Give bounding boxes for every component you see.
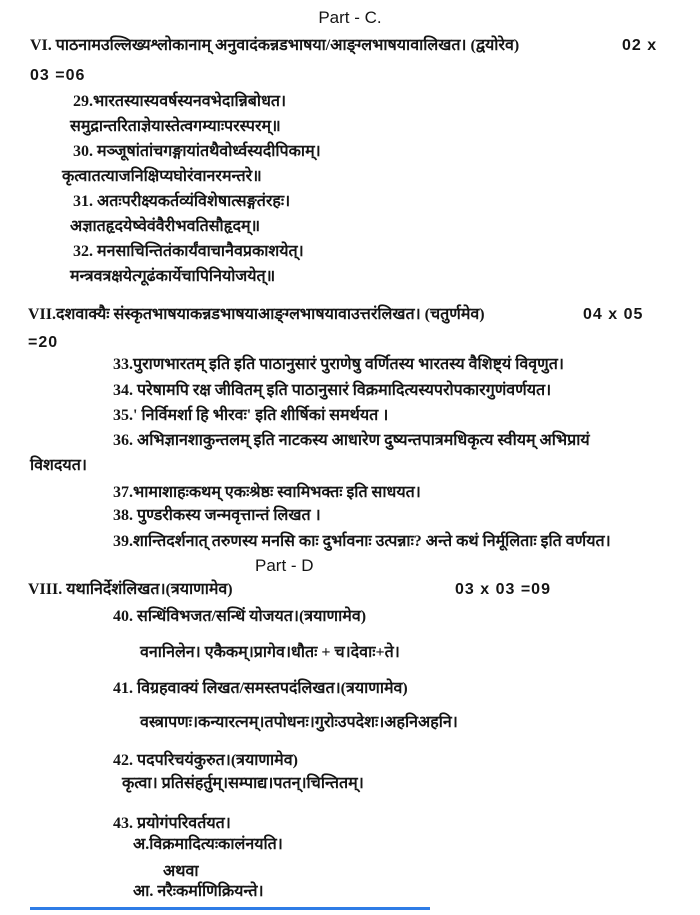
question-31-line1: 31. अतःपरीक्ष्यकर्तव्यंविशेषात्सङ्गतंरहः। bbox=[73, 193, 291, 210]
question-29-line2: समुद्रान्तरिताज्ञेयास्तेत्वगम्याःपरस्परम्॥ bbox=[70, 118, 281, 135]
question-32-line2: मन्त्रवत्रक्षयेत्गूढंकार्येचापिनियोजयेत्॥ bbox=[70, 268, 276, 285]
question-32-line1: 32. मनसाचिन्तितंकार्यंवाचानैवप्रकाशयेत्। bbox=[73, 243, 304, 260]
question-40-items: वनानिलेन। एकैकम्।प्रागेव।धौतः + च।देवाः+ते। bbox=[140, 644, 400, 661]
question-31-line2: अज्ञातहृदयेष्वेवंवैरीभवतिसौहृदम्॥ bbox=[70, 218, 261, 235]
question-41-items: वस्त्रापणः।कन्यारत्नम्।तपोधनः।गुरोःउपदेशः।अहनिअहनि। bbox=[140, 714, 458, 731]
section-viii-header: VIII. यथानिर्देशंलिखत।(त्रयाणामेव) bbox=[28, 581, 233, 598]
question-40-title: 40. सन्धिंविभजत/सन्धिं योजयत।(त्रयाणामेव) bbox=[113, 608, 367, 625]
question-42-items: कृत्वा। प्रतिसंहर्तुम्।सम्पाद्य।पतन्।चिन्तितम्। bbox=[122, 775, 364, 792]
section-vii-header: VII.दशवाक्यैः संस्कृतभाषयाकन्नडभाषयाआङ्ग्लभाषयावाउत्तरंलिखत। (चतुर्णमेव) bbox=[28, 306, 485, 323]
part-c-title: Part - C. bbox=[318, 8, 382, 27]
section-vii-marks-carryover: =20 bbox=[28, 334, 59, 351]
question-39: 39.शान्तिदर्शनात् तरुणस्य मनसि काः दुर्भावनाः उत्पन्नाः? अन्ते कथं निर्मूलिताः इति वर्णयत। bbox=[113, 533, 611, 550]
question-38: 38. पुण्डरीकस्य जन्मवृत्तान्तं लिखत । bbox=[113, 507, 321, 524]
question-43-option-a: अ.विक्रमादित्यःकालंनयति। bbox=[133, 836, 283, 853]
part-d-title: Part - D bbox=[255, 556, 314, 575]
section-vii-marks: 04 x 05 bbox=[583, 306, 644, 323]
question-42-title: 42. पदपरिचयंकुरुत।(त्रयाणामेव) bbox=[113, 752, 298, 769]
question-29-line1: 29.भारतस्यास्यवर्षस्यनवभेदान्निबोधत। bbox=[73, 93, 287, 110]
section-vi-marks: 02 x bbox=[622, 37, 658, 54]
question-43-option-b: आ. नरैःकर्माणिक्रियन्ते। bbox=[133, 883, 264, 900]
section-vi-marks-carryover: 03 =06 bbox=[30, 67, 86, 84]
question-30-line1: 30. मञ्जूषांतांचगङ्गायांतथैवोर्ध्वस्यदीपिकाम्। bbox=[73, 143, 321, 160]
question-36-line2: विशदयत। bbox=[30, 457, 87, 474]
question-33: 33.पुराणभारतम् इति इति पाठानुसारं पुराणेषु वर्णितस्य भारतस्य वैशिष्ट्यं विवृणुत। bbox=[113, 356, 564, 373]
question-43-or-label: अथवा bbox=[163, 863, 199, 880]
question-34: 34. परेषामपि रक्ष जीवितम् इति पाठानुसारं विक्रमादित्यस्यपरोपकारगुणंवर्णयत। bbox=[113, 382, 552, 399]
question-43-title: 43. प्रयोगंपरिवर्तयत। bbox=[113, 815, 231, 832]
section-vi-header: VI. पाठनामउल्लिख्यश्लोकानाम् अनुवादंकन्नडभाषया/आङ्ग्लभाषयावालिखत। (द्वयोरेव) bbox=[30, 37, 520, 54]
bottom-accent-line bbox=[30, 907, 430, 910]
question-36-line1: 36. अभिज्ञानशाकुन्तलम् इति नाटकस्य आधारेण दुष्यन्तपात्रमधिकृत्य स्वीयम् अभिप्रायं bbox=[113, 432, 590, 449]
question-30-line2: कृत्वातत्याजनिक्षिप्यघोरंवानरमन्तरे॥ bbox=[62, 168, 262, 185]
question-41-title: 41. विग्रहवाक्यं लिखत/समस्तपदंलिखत।(त्रयाणामेव) bbox=[113, 680, 408, 697]
section-viii-marks: 03 x 03 =09 bbox=[455, 581, 551, 598]
question-35: 35.' निर्विमर्शा हि भीरवः' इति शीर्षिकां समर्थयत । bbox=[113, 407, 389, 424]
question-37: 37.भामाशाहःकथम् एकःश्रेष्ठः स्वामिभक्तः इति साधयत। bbox=[113, 484, 421, 501]
